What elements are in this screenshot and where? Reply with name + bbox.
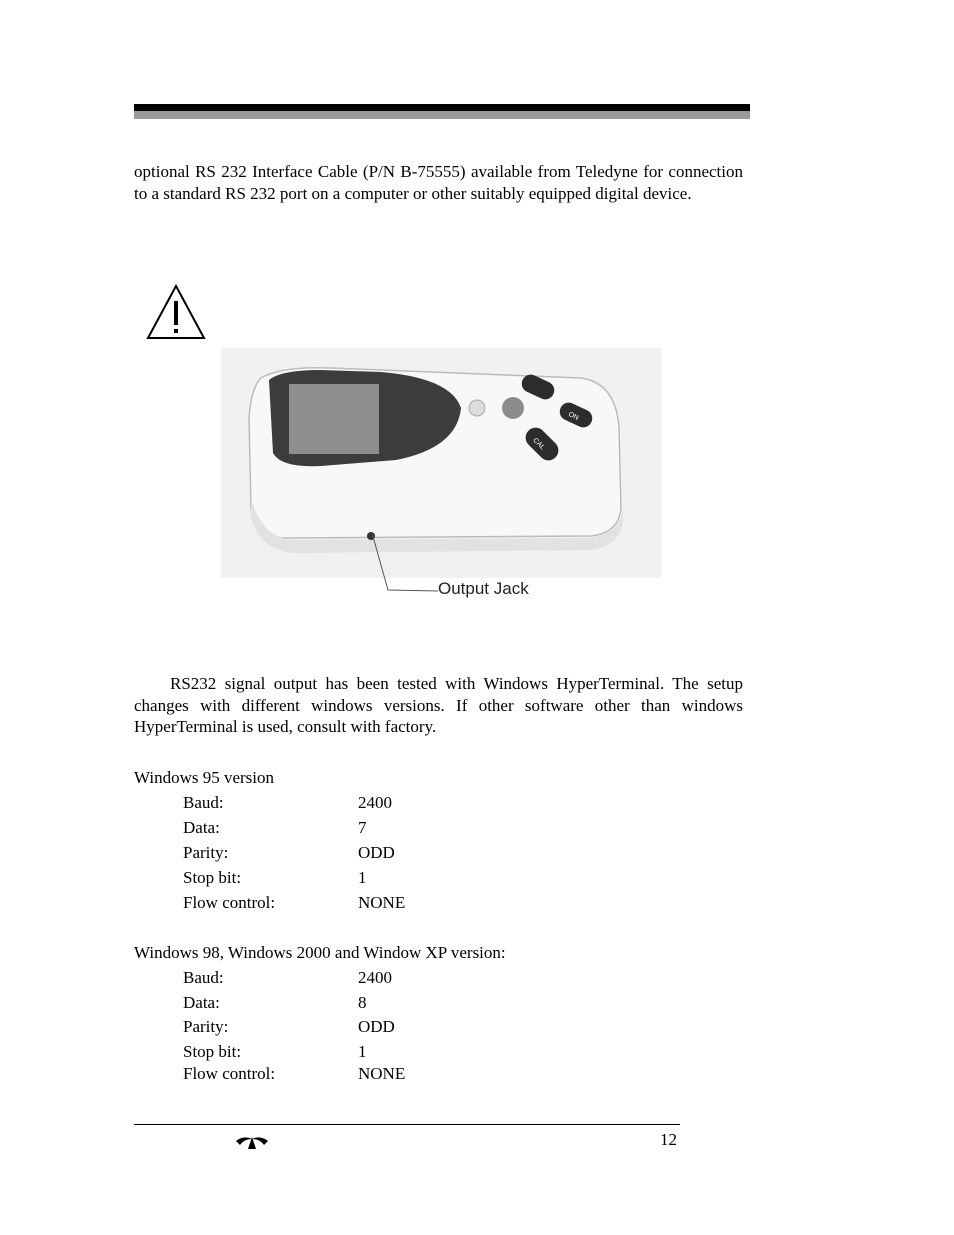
settings-value: 2400 [358,793,392,812]
settings-value: ODD [358,1017,395,1036]
settings-value: 7 [358,818,367,837]
settings-row [183,993,583,1015]
settings-value: 8 [358,993,367,1012]
intro-paragraph: optional RS 232 Interface Cable (P/N B-75555) available from Teledyne for connection to a standard RS 232 port on a computer or other suitably equipped digital device. [134,162,743,203]
settings-row [183,818,583,840]
settings-row [183,843,583,865]
teledyne-logo-icon [234,1133,270,1151]
settings-value: NONE [358,893,406,912]
callout-leader-line [360,530,450,600]
settings-title-win95: Windows 95 version [134,768,275,787]
cal-button-label: CAL [531,436,546,452]
settings-row [183,893,583,915]
settings-row [183,1064,583,1086]
settings-row [183,793,583,815]
settings-row [183,1017,583,1039]
settings-value: 1 [358,1042,367,1061]
header-rule-shadow [134,111,750,119]
settings-value: NONE [358,1064,406,1083]
settings-label: Baud: [183,793,224,812]
warning-triangle-icon [145,283,207,341]
settings-label: Flow control: [183,1064,276,1083]
callout-label: Output Jack [438,579,529,598]
header-rule [134,104,750,111]
body-paragraph: RS232 signal output has been tested with Windows HyperTerminal. The setup changes with different windows versions. If other software other than windows HyperTerminal is used, consult with factory. [134,674,743,736]
settings-value: 1 [358,868,367,887]
settings-value: ODD [358,843,395,862]
on-button-label: ON [567,411,580,422]
page-number: 12 [660,1130,677,1149]
settings-row [183,1042,583,1064]
footer-rule [134,1124,680,1125]
settings-row [183,868,583,890]
settings-value: 2400 [358,968,392,987]
settings-label: Baud: [183,968,224,987]
settings-row [183,968,583,990]
settings-label: Stop bit: [183,1042,242,1061]
settings-label: Data: [183,818,220,837]
settings-label: Data: [183,993,220,1012]
settings-label: Flow control: [183,893,276,912]
settings-label: Parity: [183,843,229,862]
settings-label: Parity: [183,1017,229,1036]
settings-title-win98: Windows 98, Windows 2000 and Window XP version: [134,943,506,962]
settings-label: Stop bit: [183,868,242,887]
